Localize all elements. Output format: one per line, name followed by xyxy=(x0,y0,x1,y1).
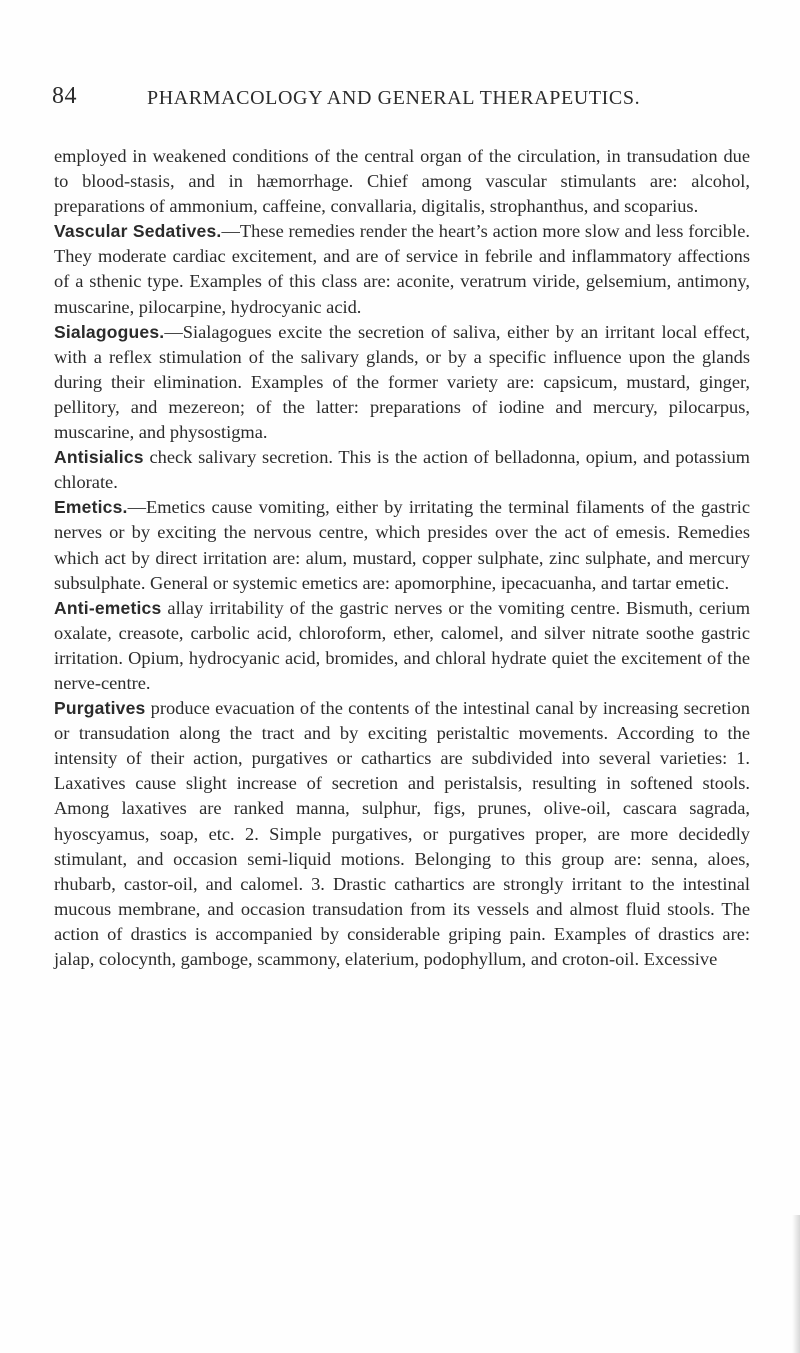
section-heading: Vascular Sedatives. xyxy=(54,221,222,242)
paragraph-text: —These remedies render the heart’s action more slow and less forcible. They moderate cardiac excitement, and are of service in febrile and inflammatory affections of a sthenic type. Examples of this class are: aconite, veratrum viride, gelsemium, antimony, muscarine, pilocarpine, hydrocyanic acid. xyxy=(54,221,750,317)
section-heading: Anti-emetics xyxy=(54,597,162,618)
paragraph-text: employed in weakened conditions of the central organ of the circulation, in transudation due to blood-stasis, and in hæmorrhage. Chief among vascular stimulants are: alcohol, preparations of ammonium, caffeine, convallaria, digitalis, strophanthus, and scoparius. xyxy=(54,146,750,217)
paragraph-anti-emetics xyxy=(54,596,750,696)
page-number: 84 xyxy=(52,83,77,109)
paragraph-antisialics xyxy=(54,445,750,495)
page-edge-shadow xyxy=(792,1215,800,1353)
paragraph-text: check salivary secretion. This is the action of belladonna, opium, and potassium chlorate. xyxy=(54,447,750,493)
section-heading: Purgatives xyxy=(54,698,146,719)
section-heading: Emetics. xyxy=(54,497,128,518)
paragraph-purgatives xyxy=(54,696,750,972)
paragraph-text: —Sialagogues excite the secretion of saliva, either by an irritant local effect, with a reflex stimulation of the salivary glands, or by a specific influence upon the glands during their elimination. Examples of the former variety are: capsicum, mustard, ginger, pellitory, and mezereon; of the latter: preparations of iodine and mercury, pilocarpus, muscarine, and physostigma. xyxy=(54,321,750,443)
paragraph-vascular-sedatives xyxy=(54,219,750,319)
section-heading: Antisialics xyxy=(54,447,144,468)
paragraph-text: produce evacuation of the contents of the intestinal canal by increasing secretion or transudation along the tract and by exciting peristaltic movements. According to the intensity of their action, purgatives or cathartics are subdivided into several varieties: 1. Laxatives cause slight increase of secretion and peristalsis, resulting in softened stools. Among laxatives are ranked manna, sulphur, figs, prunes, olive-oil, cascara sagrada, hyoscyamus, soap, etc. 2. Simple purgatives, or purgatives proper, are more decidedly stimulant, and occasion semi-liquid motions. Belonging to this group are: senna, aloes, rhubarb, castor-oil, and calomel. 3. Drastic cathartics are strongly irritant to the intestinal mucous membrane, and occasion transudation from its vessels and almost fluid stools. The action of drastics is accompanied by considerable griping pain. Examples of drastics are: jalap, colocynth, gamboge, scammony, elaterium, podophyllum, and croton-oil. Excessive xyxy=(54,698,750,969)
running-head xyxy=(52,83,752,113)
body-text xyxy=(54,144,750,972)
paragraph-text: —Emetics cause vomiting, either by irritating the terminal filaments of the gastric nerves or by exciting the nervous centre, which presides over the act of emesis. Remedies which act by direct irritation are: alum, mustard, copper sulphate, zinc sulphate, and mercury subsulphate. General or systemic emetics are: apomorphine, ipecacuanha, and tartar emetic. xyxy=(54,497,750,593)
paragraph-circulation-continued xyxy=(54,144,750,219)
running-title: PHARMACOLOGY AND GENERAL THERAPEUTICS. xyxy=(147,87,641,109)
paragraph-sialagogues xyxy=(54,320,750,445)
section-heading: Sialagogues. xyxy=(54,321,165,342)
paragraph-emetics xyxy=(54,495,750,595)
paragraph-text: allay irritability of the gastric nerves or the vomiting centre. Bismuth, cerium oxalate, creasote, carbolic acid, chloroform, ether, calomel, and silver nitrate soothe gastric irritation. Opium, hydrocyanic acid, bromides, and chloral hydrate quiet the excitement of the nerve-centre. xyxy=(54,597,750,693)
